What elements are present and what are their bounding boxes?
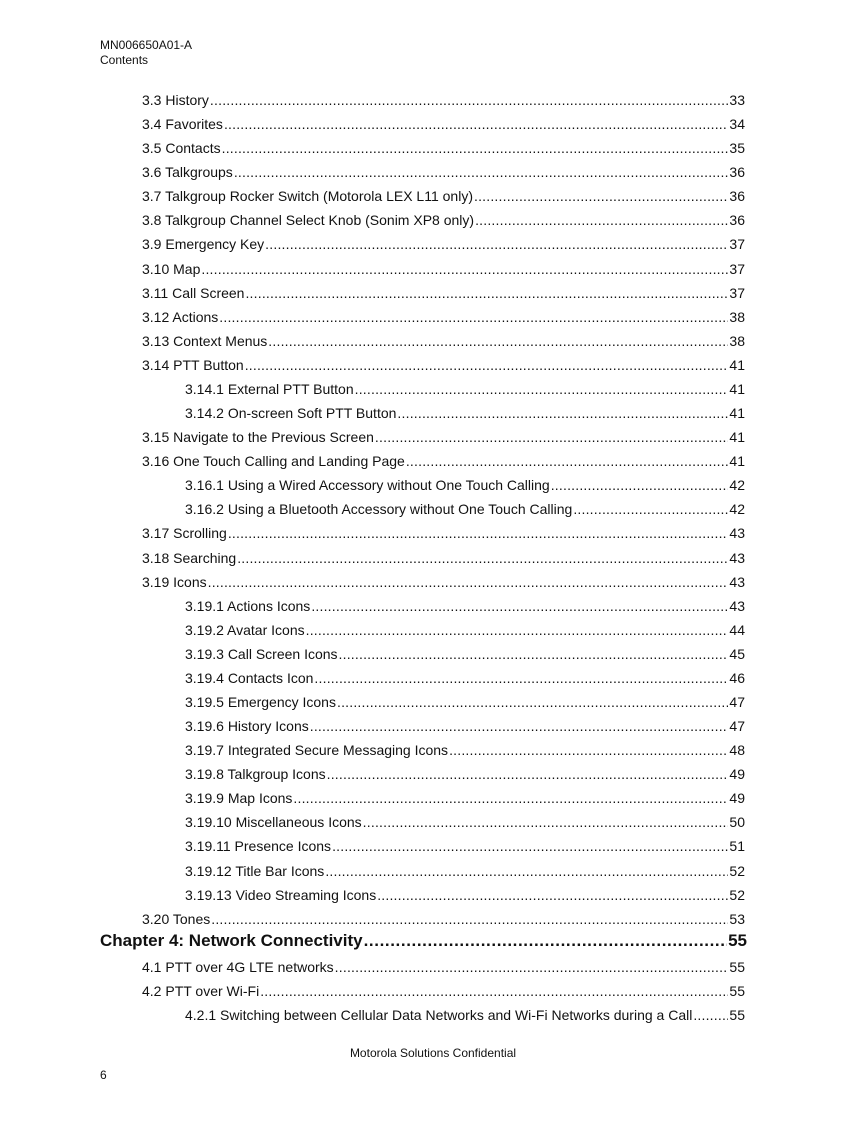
toc-entry-title: 3.19.9 Map Icons xyxy=(185,790,293,807)
toc-page-number: 43 xyxy=(729,597,745,614)
toc-entry-title: 4.2 PTT over Wi-Fi xyxy=(142,982,260,999)
toc-entry[interactable] xyxy=(185,646,745,662)
toc-entry[interactable] xyxy=(142,261,745,277)
toc-entry[interactable] xyxy=(142,357,745,373)
toc-leader-dots xyxy=(245,357,729,373)
toc-leader-dots xyxy=(310,718,729,734)
toc-entry[interactable] xyxy=(185,670,745,686)
toc-entry[interactable] xyxy=(185,790,745,806)
toc-entry[interactable] xyxy=(142,92,745,108)
toc-page-number: 38 xyxy=(729,308,745,325)
toc-leader-dots xyxy=(210,92,729,108)
toc-leader-dots xyxy=(265,236,728,252)
toc-leader-dots xyxy=(224,116,728,132)
section-title: Contents xyxy=(100,53,149,67)
toc-entry[interactable] xyxy=(185,863,745,879)
toc-page-number: 41 xyxy=(729,429,745,446)
toc-entry-title: 3.13 Context Menus xyxy=(142,332,268,349)
toc-entry[interactable] xyxy=(142,164,745,180)
toc-entry[interactable] xyxy=(142,574,745,590)
toc-entry[interactable] xyxy=(142,309,745,325)
toc-entry-title: 3.14 PTT Button xyxy=(142,356,244,373)
toc-leader-dots xyxy=(332,838,728,854)
toc-entry[interactable] xyxy=(142,333,745,349)
toc-page-number: 52 xyxy=(729,886,745,903)
toc-leader-dots xyxy=(222,140,729,156)
toc-leader-dots xyxy=(201,261,728,277)
toc-page-number: 49 xyxy=(729,790,745,807)
toc-page-number: 44 xyxy=(729,621,745,638)
toc-entry[interactable] xyxy=(142,911,745,927)
toc-leader-dots xyxy=(260,983,728,999)
document-id: MN006650A01-A xyxy=(100,38,193,52)
toc-page-number: 36 xyxy=(729,212,745,229)
toc-entry-title: 3.9 Emergency Key xyxy=(142,236,265,253)
toc-leader-dots xyxy=(364,931,727,951)
toc-leader-dots xyxy=(237,550,728,566)
toc-entry-title: 3.19.11 Presence Icons xyxy=(185,838,332,855)
toc-entry[interactable] xyxy=(185,622,745,638)
toc-entry-title: 3.19 Icons xyxy=(142,573,207,590)
toc-entry-title: 3.18 Searching xyxy=(142,549,237,566)
toc-entry-title: 3.7 Talkgroup Rocker Switch (Motorola LEX L11 only) xyxy=(142,188,473,205)
toc-leader-dots xyxy=(406,453,729,469)
toc-entry[interactable] xyxy=(142,959,745,975)
toc-entry[interactable] xyxy=(185,1007,745,1023)
toc-page-number: 36 xyxy=(729,164,745,181)
toc-leader-dots xyxy=(449,742,728,758)
toc-leader-dots xyxy=(268,333,728,349)
toc-entry-title: 4.2.1 Switching between Cellular Data Networks and Wi-Fi Networks during a Call xyxy=(185,1007,693,1024)
toc-entry[interactable] xyxy=(185,501,745,517)
toc-entry-title: 3.19.12 Title Bar Icons xyxy=(185,862,325,879)
toc-entry-title: 3.4 Favorites xyxy=(142,116,223,133)
toc-entry[interactable] xyxy=(185,598,745,614)
toc-page-number: 51 xyxy=(729,838,745,855)
toc-entry[interactable] xyxy=(142,212,745,228)
toc-entry-title: 3.16 One Touch Calling and Landing Page xyxy=(142,453,405,470)
toc-entry-title: 3.14.1 External PTT Button xyxy=(185,380,354,397)
toc-page-number: 43 xyxy=(729,549,745,566)
toc-leader-dots xyxy=(234,164,729,180)
toc-leader-dots xyxy=(355,381,729,397)
toc-entry[interactable] xyxy=(142,525,745,541)
toc-page-number: 41 xyxy=(729,356,745,373)
toc-leader-dots xyxy=(311,598,728,614)
toc-entry-title: 3.19.3 Call Screen Icons xyxy=(185,645,338,662)
toc-entry-title: Chapter 4: Network Connectivity xyxy=(100,930,363,950)
toc-entry[interactable] xyxy=(142,429,745,445)
toc-chapter-entry[interactable] xyxy=(100,931,747,951)
page-number: 6 xyxy=(100,1068,107,1082)
toc-entry-title: 3.3 History xyxy=(142,92,209,108)
toc-entry-title: 3.6 Talkgroups xyxy=(142,164,233,181)
toc-page-number: 33 xyxy=(729,92,745,108)
toc-entry[interactable] xyxy=(185,838,745,854)
toc-page-number: 47 xyxy=(729,694,745,710)
toc-page-number: 35 xyxy=(729,140,745,157)
toc-entry-title: 3.19.1 Actions Icons xyxy=(185,597,311,614)
toc-entry-title: 3.11 Call Screen xyxy=(142,284,245,301)
toc-entry-title: 3.17 Scrolling xyxy=(142,525,227,542)
toc-page-number: 34 xyxy=(729,116,745,133)
toc-page-number: 38 xyxy=(729,332,745,349)
toc-leader-dots xyxy=(573,501,728,517)
toc-leader-dots xyxy=(474,188,728,204)
toc-entry[interactable] xyxy=(142,116,745,132)
toc-entry[interactable] xyxy=(142,236,745,252)
toc-entry-title: 3.19.10 Miscellaneous Icons xyxy=(185,814,362,831)
toc-leader-dots xyxy=(208,574,729,590)
toc-leader-dots xyxy=(211,911,728,927)
toc-entry-title: 4.1 PTT over 4G LTE networks xyxy=(142,958,334,975)
toc-entry[interactable] xyxy=(185,887,745,903)
toc-page-number: 55 xyxy=(728,930,747,950)
toc-page-number: 49 xyxy=(729,766,745,783)
toc-leader-dots xyxy=(228,525,729,541)
toc-leader-dots xyxy=(375,429,729,445)
toc-entry-title: 3.16.1 Using a Wired Accessory without One Touch Calling xyxy=(185,477,550,494)
toc-page-number: 50 xyxy=(729,814,745,831)
toc-leader-dots xyxy=(335,959,729,975)
toc-leader-dots xyxy=(325,863,728,879)
toc-entry[interactable] xyxy=(185,742,745,758)
page-header xyxy=(100,38,192,68)
toc-entry[interactable] xyxy=(142,140,745,156)
toc-leader-dots xyxy=(314,670,728,686)
toc-page-number: 43 xyxy=(729,525,745,542)
toc-page-number: 52 xyxy=(729,862,745,879)
toc-leader-dots xyxy=(693,1007,728,1023)
toc-entry[interactable] xyxy=(185,381,745,397)
toc-entry[interactable] xyxy=(142,983,745,999)
toc-entry-title: 3.5 Contacts xyxy=(142,140,221,157)
toc-entry-title: 3.8 Talkgroup Channel Select Knob (Sonim XP8 only) xyxy=(142,212,475,229)
toc-page-number: 36 xyxy=(729,188,745,205)
toc-entry[interactable] xyxy=(185,814,745,830)
toc-leader-dots xyxy=(245,285,728,301)
toc-leader-dots xyxy=(327,766,729,782)
toc-page-number: 53 xyxy=(729,910,745,927)
toc-entry-title: 3.19.7 Integrated Secure Messaging Icons xyxy=(185,742,449,759)
toc-page-number: 37 xyxy=(729,236,745,253)
toc-entry[interactable] xyxy=(142,285,745,301)
toc-page-number: 43 xyxy=(729,573,745,590)
toc-entry-title: 3.16.2 Using a Bluetooth Accessory without One Touch Calling xyxy=(185,501,573,518)
toc-leader-dots xyxy=(377,887,728,903)
toc-page-number: 45 xyxy=(729,645,745,662)
toc-page-number: 41 xyxy=(729,380,745,397)
toc-page-number: 41 xyxy=(729,453,745,470)
toc-entry[interactable] xyxy=(185,718,745,734)
toc-entry-title: 3.19.5 Emergency Icons xyxy=(185,694,336,710)
toc-entry-title: 3.15 Navigate to the Previous Screen xyxy=(142,429,374,446)
toc-entry-title: 3.19.8 Talkgroup Icons xyxy=(185,766,326,783)
toc-entry[interactable] xyxy=(185,405,745,421)
toc-entry[interactable] xyxy=(142,188,745,204)
toc-page-number: 55 xyxy=(729,1007,745,1024)
toc-leader-dots xyxy=(551,477,729,493)
toc-entry[interactable] xyxy=(185,694,745,710)
toc-entry-title: 3.10 Map xyxy=(142,260,201,277)
toc-page-number: 37 xyxy=(729,284,745,301)
toc-leader-dots xyxy=(219,309,728,325)
toc-leader-dots xyxy=(363,814,729,830)
toc-entry-title: 3.14.2 On-screen Soft PTT Button xyxy=(185,405,397,422)
footer-confidential: Motorola Solutions Confidential xyxy=(349,1046,517,1060)
toc-page-number: 55 xyxy=(729,958,745,975)
toc-page-number: 42 xyxy=(729,501,745,518)
toc-leader-dots xyxy=(475,212,728,228)
toc-page-number: 41 xyxy=(729,405,745,422)
toc-page-number: 46 xyxy=(729,669,745,686)
toc-entry-title: 3.19.6 History Icons xyxy=(185,718,309,735)
toc-page-number: 55 xyxy=(729,982,745,999)
toc-page-number: 48 xyxy=(729,742,745,759)
toc-page-number: 37 xyxy=(729,260,745,277)
toc-entry-title: 3.19.2 Avatar Icons xyxy=(185,621,305,638)
toc-entry-title: 3.19.13 Video Streaming Icons xyxy=(185,886,377,903)
toc-leader-dots xyxy=(306,622,729,638)
toc-page-number: 47 xyxy=(729,718,745,735)
toc-page-number: 42 xyxy=(729,477,745,494)
toc-entry[interactable] xyxy=(185,477,745,493)
toc-entry[interactable] xyxy=(185,766,745,782)
toc-entry-title: 3.19.4 Contacts Icon xyxy=(185,669,314,686)
toc-leader-dots xyxy=(293,790,728,806)
toc-entry-title: 3.20 Tones xyxy=(142,910,211,927)
toc-leader-dots xyxy=(397,405,728,421)
toc-leader-dots xyxy=(337,694,728,710)
toc-entry-title: 3.12 Actions xyxy=(142,308,219,325)
toc-leader-dots xyxy=(339,646,729,662)
toc-entry[interactable] xyxy=(142,453,745,469)
toc-entry[interactable] xyxy=(142,550,745,566)
